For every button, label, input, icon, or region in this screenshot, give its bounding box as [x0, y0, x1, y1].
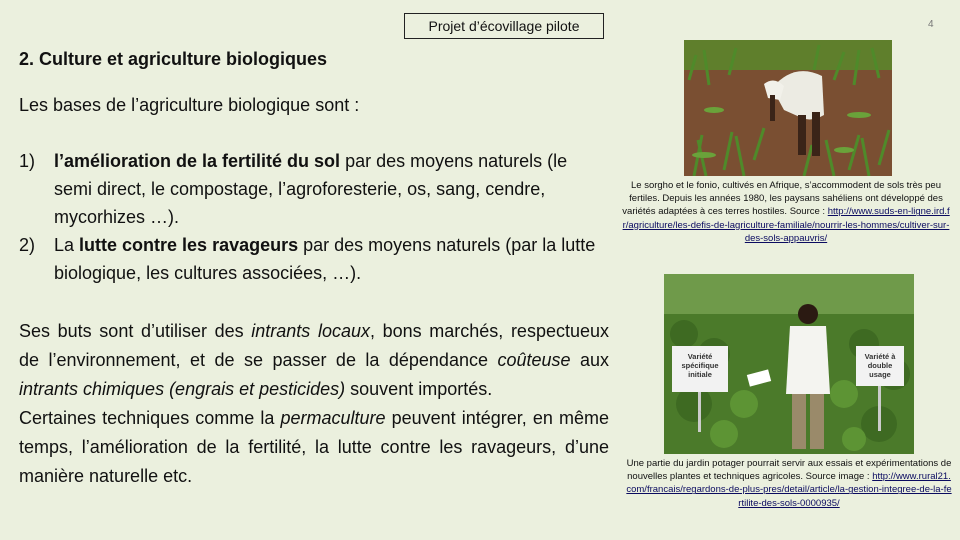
- para-italic: intrants locaux: [251, 321, 370, 341]
- page-number: 4: [928, 19, 934, 30]
- research-plot-photo: [664, 274, 914, 454]
- para-text: Ses buts sont d’utiliser des: [19, 321, 252, 341]
- list-item-rest: par des moyens naturels (le semi direct, le compostage, l’agroforesterie, os, sang, cendre, mycorhizes …).: [54, 151, 568, 227]
- farmer-field-photo: [684, 40, 892, 176]
- para-text: Certaines techniques comme la: [19, 408, 281, 428]
- photo2-source-link[interactable]: http://www.rural21.com/francais/regardons-de-plus-pres/detail/article/la-gestion-integree-de-la-fertilite-des-sols-0000935/: [626, 471, 952, 509]
- para-italic: permaculture: [280, 408, 386, 428]
- list-item: [19, 147, 609, 231]
- photo2-caption-text: Une partie du jardin potager pourrait servir aux essais et expérimentations de nouvelles plantes et techniques agricoles. Source image :: [626, 458, 952, 483]
- bases-list: [19, 147, 609, 287]
- para-text: souvent importés.: [345, 379, 493, 399]
- para-italic: coûteuse: [497, 350, 571, 370]
- list-item-emphasis: lutte contre les ravageurs: [79, 235, 299, 255]
- photo1-caption: [620, 179, 952, 245]
- header-title-box: [404, 13, 604, 39]
- list-item-pre: La: [54, 235, 80, 255]
- para-text: , bons marchés, respectueux de l’environnement, et de se passer de la dépendance: [19, 321, 609, 370]
- para-text: aux: [570, 350, 609, 370]
- farmer-field-illustration: [684, 40, 892, 176]
- sign-initial-variety: Variété spécifique initiale: [681, 352, 719, 379]
- list-item: [19, 231, 609, 287]
- photo2-caption: [626, 457, 952, 510]
- list-item-text: [54, 151, 567, 227]
- list-number: 2): [19, 235, 36, 255]
- list-item-text: [54, 235, 595, 283]
- para-text: peuvent intégrer, en même temps, l’amélioration de la fertilité, la lutte contre les ravageurs, d’une manière naturelle etc.: [19, 408, 609, 486]
- photo1-caption-text: Le sorgho et le fonio, cultivés en Afrique, s’accommodent de sols très peu fertiles. Depuis les années 1980, les paysans sahéliens ont développé des variétés adaptées à ces terres hostiles. Source :: [622, 180, 943, 218]
- goals-paragraph: [19, 317, 609, 491]
- list-item-emphasis: l’amélioration de la fertilité du sol: [54, 151, 341, 171]
- list-item-rest: par des moyens naturels (par la lutte biologique, les cultures associées, …).: [54, 235, 596, 283]
- section-title: 2. Culture et agriculture biologiques: [19, 49, 328, 69]
- intro-text: Les bases de l’agriculture biologique sont :: [19, 95, 360, 115]
- list-number: 1): [19, 151, 36, 171]
- photo1-source-link[interactable]: http://www.suds-en-ligne.ird.fr/agriculture/les-defis-de-lagriculture-familiale/nourrir-les-hommes/cultiver-sur-des-sols-appauvris/: [622, 206, 950, 244]
- para-italic: intrants chimiques (engrais et pesticides): [19, 379, 346, 399]
- header-title: Projet d’écovillage pilote: [428, 18, 580, 34]
- sign-dual-use-variety: Variété à double usage: [864, 352, 896, 379]
